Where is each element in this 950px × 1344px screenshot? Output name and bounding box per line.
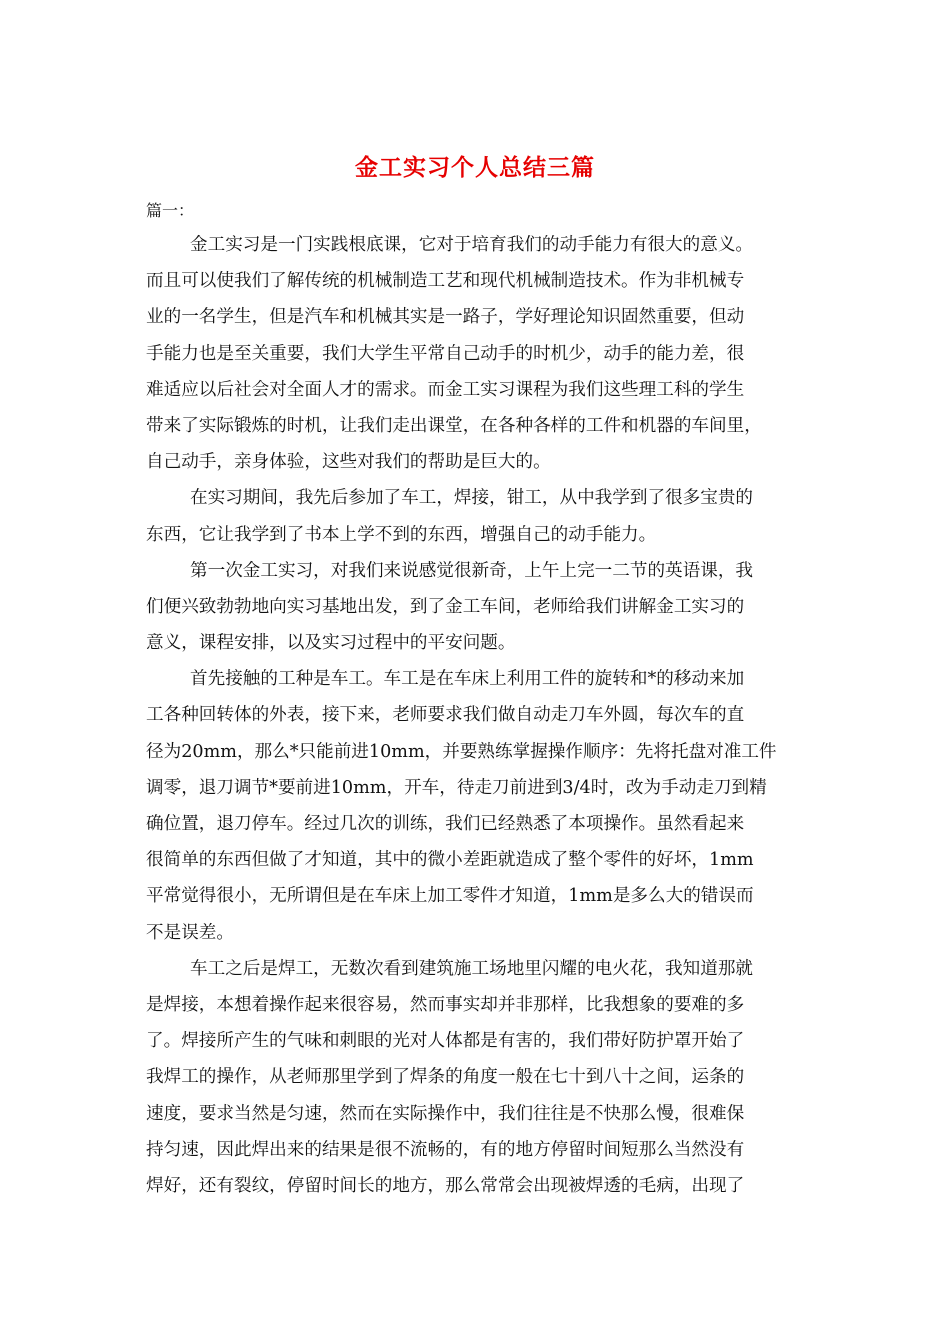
paragraph-line: 难适应以后社会对全面人才的需求。而金工实习课程为我们这些理工科的学生 xyxy=(146,379,745,400)
paragraph-first-line: 第一次金工实习，对我们来说感觉很新奇，上午上完一二节的英语课，我 xyxy=(190,560,754,581)
paragraph-line: 东西，它让我学到了书本上学不到的东西，增强自己的动手能力。 xyxy=(146,524,657,545)
paragraph-line: 焊好，还有裂纹，停留时间长的地方，那么常常会出现被焊透的毛病，出现了 xyxy=(146,1175,745,1196)
paragraph-line: 意义，课程安排，以及实习过程中的平安问题。 xyxy=(146,633,516,654)
section-label: 篇一： xyxy=(146,201,195,220)
paragraph-line: 调零，退刀调节*要前进10mm，开车，待走刀前进到3/4时，改为手动走刀到精 xyxy=(146,777,767,798)
paragraph-line: 平常觉得很小，无所谓但是在车床上加工零件才知道，1mm是多么大的错误而 xyxy=(146,886,754,907)
paragraph-first-line: 首先接触的工种是车工。车工是在车床上利用工件的旋转和*的移动来加 xyxy=(190,669,745,690)
paragraph-line: 业的一名学生，但是汽车和机械其实是一路子，学好理论知识固然重要，但动 xyxy=(146,307,745,328)
paragraph-line: 持匀速，因此焊出来的结果是很不流畅的，有的地方停留时间短那么当然没有 xyxy=(146,1139,745,1160)
document-body xyxy=(146,227,826,1204)
paragraph-line: 自己动手，亲身体验，这些对我们的帮助是巨大的。 xyxy=(146,452,551,473)
paragraph-line: 带来了实际锻炼的时机，让我们走出课堂，在各种各样的工件和机器的车间里， xyxy=(146,415,762,436)
paragraph-line: 径为20mm，那么*只能前进10mm，并要熟练掌握操作顺序：先将托盘对准工件 xyxy=(146,741,777,762)
document-title: 金工实习个人总结三篇 xyxy=(355,154,595,181)
paragraph-line: 了。焊接所产生的气味和刺眼的光对人体都是有害的，我们带好防护罩开始了 xyxy=(146,1031,745,1052)
paragraph-line: 手能力也是至关重要，我们大学生平常自己动手的时机少，动手的能力差，很 xyxy=(146,343,745,364)
paragraph-line: 不是误差。 xyxy=(146,922,234,943)
paragraph-line: 速度，要求当然是匀速，然而在实际操作中，我们往往是不快那么慢，很难保 xyxy=(146,1103,745,1124)
paragraph-line: 我焊工的操作，从老师那里学到了焊条的角度一般在七十到八十之间，运条的 xyxy=(146,1067,745,1088)
paragraph-line: 而且可以使我们了解传统的机械制造工艺和现代机械制造技术。作为非机械专 xyxy=(146,271,745,292)
paragraph-line: 是焊接，本想着操作起来很容易，然而事实却并非那样，比我想象的要难的多 xyxy=(146,994,745,1015)
paragraph-first-line: 金工实习是一门实践根底课，它对于培育我们的动手能力有很大的意义。 xyxy=(190,235,754,255)
paragraph-line: 确位置，退刀停车。经过几次的训练，我们已经熟悉了本项操作。虽然看起来 xyxy=(146,814,745,834)
paragraph-first-line: 车工之后是焊工，无数次看到建筑施工场地里闪耀的电火花，我知道那就 xyxy=(190,958,754,979)
paragraph-line: 工各种回转体的外表，接下来，老师要求我们做自动走刀车外圆，每次车的直 xyxy=(146,705,745,726)
paragraph-line: 很简单的东西但做了才知道，其中的微小差距就造成了整个零件的好坏，1mm xyxy=(146,850,754,871)
paragraph-line: 们便兴致勃勃地向实习基地出发，到了金工车间，老师给我们讲解金工实习的 xyxy=(146,596,745,617)
paragraph-first-line: 在实习期间，我先后参加了车工，焊接，钳工，从中我学到了很多宝贵的 xyxy=(190,488,754,509)
